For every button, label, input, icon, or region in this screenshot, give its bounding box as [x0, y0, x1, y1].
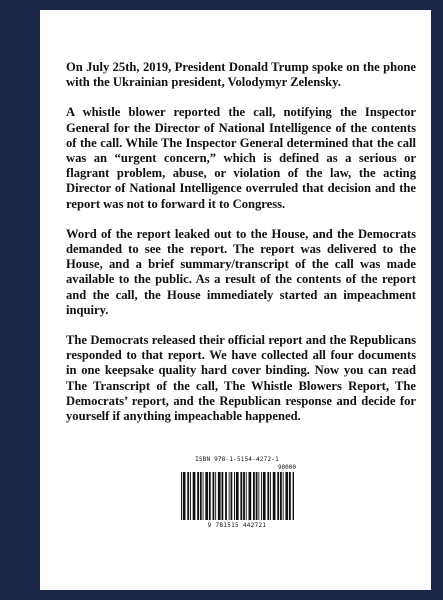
barcode-bar — [213, 472, 215, 520]
cover-border-bottom — [0, 590, 443, 600]
blurb-paragraph-4: The Democrats released their official report and the Republicans responded to that report. We have collected all four documents in one keepsake quality hard cover binding. Now you can read The Transcript of the call, The Whistle Blowers Report, The Democrats’ report, and the Republican response and decide for yourself if anything impeachable happened. — [66, 333, 416, 424]
barcode-bar — [263, 472, 266, 520]
barcode-bar — [258, 472, 259, 520]
barcode-bars — [180, 472, 294, 520]
barcode-bar — [253, 472, 255, 520]
cover-border-top — [0, 0, 443, 10]
barcode-bar — [190, 472, 191, 520]
barcode-bar — [293, 472, 294, 520]
barcode-bar — [289, 472, 291, 520]
barcode-bar — [285, 472, 288, 520]
barcode-bar — [187, 472, 189, 520]
isbn-label: ISBN 978-1-5154-4272-1 — [195, 456, 279, 463]
blurb-text — [66, 60, 416, 439]
barcode-bar — [240, 472, 242, 520]
barcode-bar — [218, 472, 221, 520]
cover-border-left — [0, 0, 40, 600]
barcode-bar — [236, 472, 239, 520]
barcode-bar — [280, 472, 282, 520]
cover-border-right — [431, 0, 443, 600]
barcode-bar — [205, 472, 208, 520]
barcode-bar — [246, 472, 247, 520]
barcode-bar — [261, 472, 262, 520]
barcode-bar — [197, 472, 199, 520]
barcode-bar — [231, 472, 233, 520]
barcode-bar — [193, 472, 196, 520]
barcode-bar — [203, 472, 204, 520]
barcode-bar — [181, 472, 182, 520]
barcode-bar — [215, 472, 216, 520]
barcode-bar — [256, 472, 258, 520]
barcode-digits: 9 781515 442721 — [207, 522, 267, 529]
blurb-paragraph-1: On July 25th, 2019, President Donald Trump spoke on the phone with the Ukrainian president, Volodymyr Zelensky. — [66, 60, 416, 90]
barcode-bar — [270, 472, 271, 520]
barcode-bar — [222, 472, 224, 520]
barcode-bar — [225, 472, 227, 520]
barcode-bar — [273, 472, 276, 520]
isbn-barcode — [176, 456, 298, 534]
barcode-bar — [283, 472, 284, 520]
blurb-paragraph-2: A whistle blower reported the call, notifying the Inspector General for the Director of National Intelligence of the contents of the call. While The Inspector General determined that the call was an “urgent concern,” which is defined as a serious or flagrant problem, abuse, or violation of the law, the acting Director of National Intelligence overruled that decision and the report was not to forward it to Congress. — [66, 105, 416, 211]
barcode-bar — [200, 472, 202, 520]
barcode-bar — [229, 472, 230, 520]
barcode-bar — [267, 472, 269, 520]
barcode-bar — [249, 472, 252, 520]
barcode-bar — [234, 472, 235, 520]
price-code: 90000 — [277, 464, 296, 471]
barcode-bar — [243, 472, 245, 520]
barcode-bar — [183, 472, 186, 520]
barcode-bar — [209, 472, 211, 520]
barcode-bar — [277, 472, 279, 520]
blurb-paragraph-3: Word of the report leaked out to the House, and the Democrats demanded to see the report. The report was delivered to the House, and a brief summary/transcript of the call was made available to the public. As a result of the contents of the report and the call, the House immediately started an impeachment inquiry. — [66, 226, 416, 317]
